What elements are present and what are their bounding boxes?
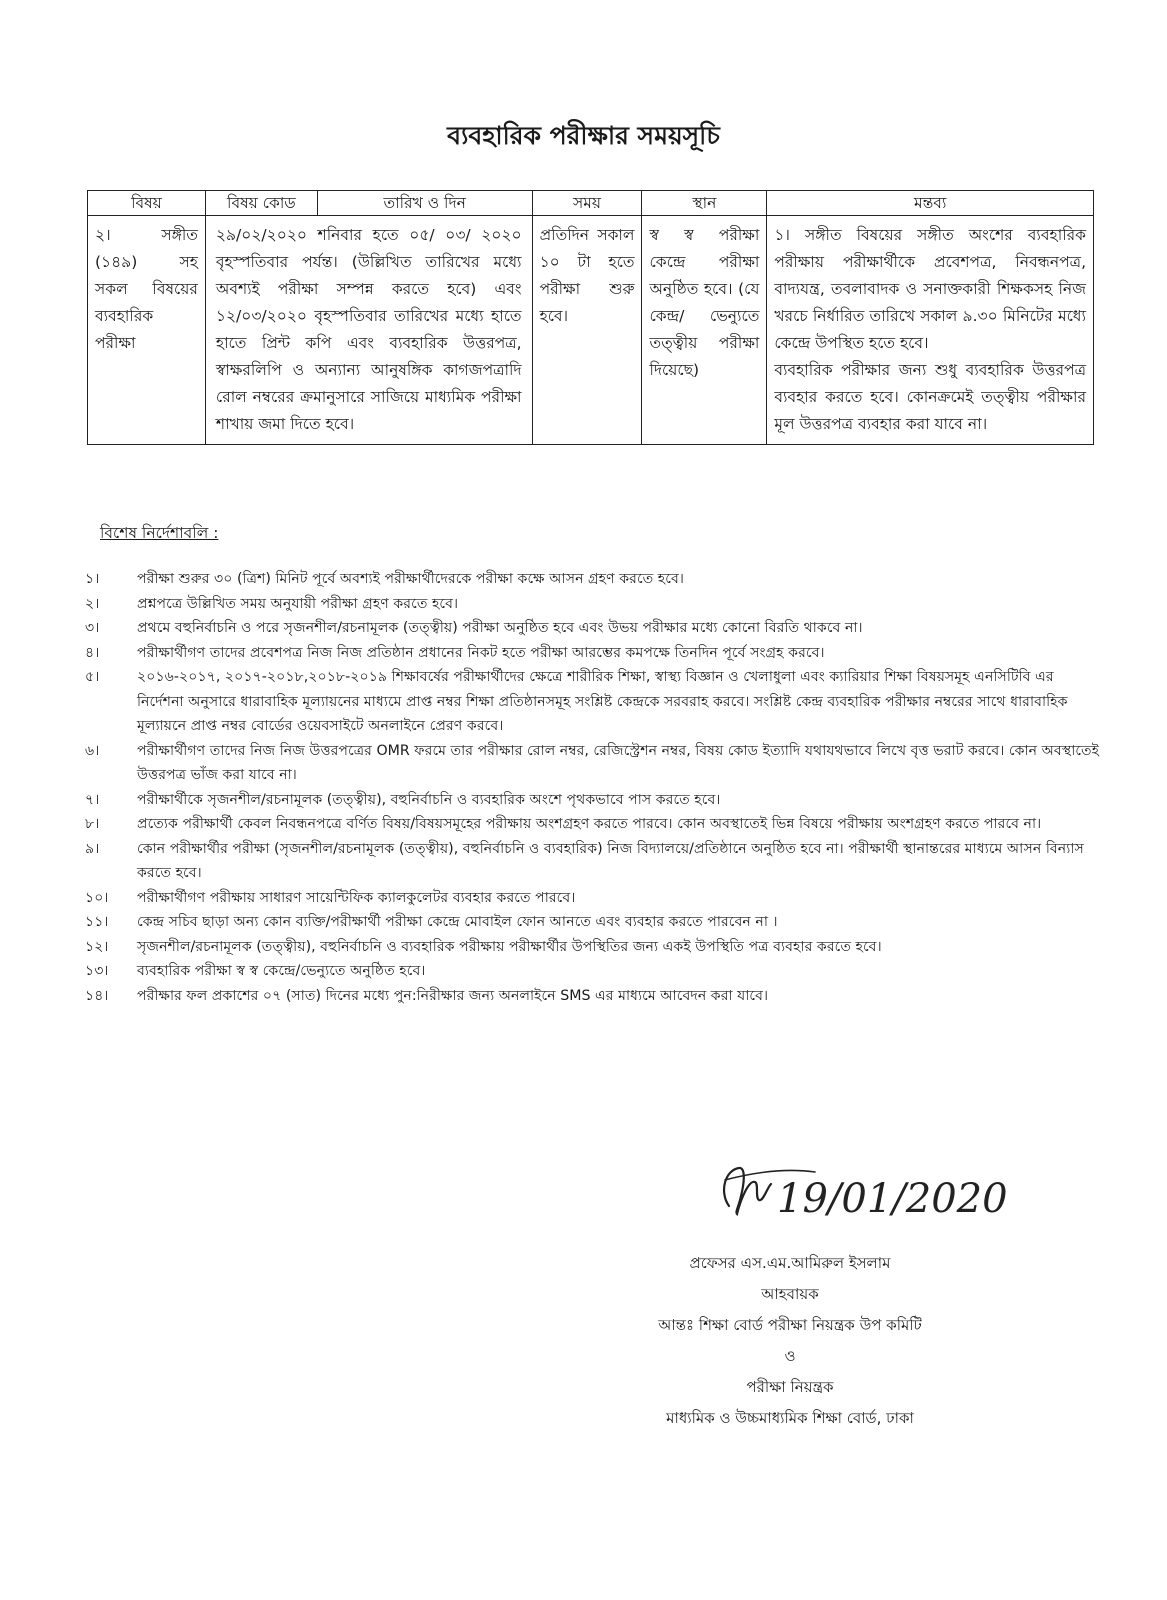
header-remarks: মন্তব্য: [767, 191, 1094, 216]
signatory-designation: পরীক্ষা নিয়ন্ত্রক: [746, 1378, 834, 1396]
list-item-text: প্রশ্নপত্রে উল্লিখিত সময় অনুযায়ী পরীক্ষা গ্রহণ করতে হবে।: [137, 595, 459, 612]
list-item-text: ব্যবহারিক পরীক্ষা স্ব স্ব কেন্দ্রে/ভেন্যুতে অনুষ্ঠিত হবে।: [137, 963, 426, 979]
cell-subject: ২। সঙ্গীত (১৪৯) সহ সকল বিষয়ের ব্যবহারিক পরীক্ষা: [88, 216, 206, 445]
header-date-day: তারিখ ও দিন: [317, 191, 532, 216]
list-item-text: কোন পরীক্ষার্থীর পরীক্ষা (সৃজনশীল/রচনামূলক (তত্ত্বীয়), বহুনির্বাচনি ও ব্যবহারিক) নিজ বিদ্যালয়ে/প্রতিষ্ঠানে অনুষ্ঠিত হবে না। পরীক্ষার্থী স্থানান্তরের মাধ্যমে আসন বিন্যাস করতে হবে।: [137, 840, 1084, 881]
header-subject-code: বিষয় কোড: [205, 191, 317, 216]
header-subject: বিষয়: [88, 191, 206, 216]
table-header-row: [88, 191, 1094, 216]
list-item-text: পরীক্ষার্থীগণ তাদের প্রবেশপত্র নিজ নিজ প্রতিষ্ঠান প্রধানের নিকট হতে পরীক্ষা আরম্ভের কমপক্ষে তিনদিন পূর্বে সংগ্রহ করবে।: [137, 644, 825, 661]
list-item: [85, 592, 1100, 617]
signatory-board: মাধ্যমিক ও উচ্চমাধ্যমিক শিক্ষা বোর্ড, ঢাকা: [666, 1409, 914, 1427]
list-item: [85, 788, 1100, 813]
cell-remarks: [767, 216, 1094, 445]
signature-block: [590, 1248, 990, 1434]
schedule-table: [87, 190, 1094, 445]
signatory-committee: আন্তঃ শিক্ষা বোর্ড পরীক্ষা নিয়ন্ত্রক উপ কমিটি: [658, 1316, 922, 1334]
signatory-role: আহবায়ক: [761, 1285, 819, 1303]
list-item: [85, 886, 1100, 911]
list-item-number: ১১।: [85, 914, 109, 930]
list-item-number: ১।: [85, 571, 100, 587]
list-item-number: ৩।: [85, 620, 100, 636]
list-item-text: পরীক্ষা শুরুর ৩০ (ত্রিশ) মিনিট পূর্বে অবশ্যই পরীক্ষার্থীদেরকে পরীক্ষা কক্ষে আসন গ্রহণ করতে হবে।: [137, 571, 684, 587]
list-item-number: ৬।: [85, 742, 100, 759]
notes-list: [85, 567, 1100, 1008]
handwritten-signature: [715, 1158, 1008, 1223]
list-item-text: কেন্দ্র সচিব ছাড়া অন্য কোন ব্যক্তি/পরীক্ষার্থী পরীক্ষা কেন্দ্রে মোবাইল ফোন আনতে এবং ব্যবহার করতে পারবেন না ।: [137, 914, 778, 930]
list-item-text: সৃজনশীল/রচনামূলক (তত্ত্বীয়), বহুনির্বাচনি ও ব্যবহারিক পরীক্ষায় পরীক্ষার্থীর উপস্থিতির জন্য একই উপস্থিতি পত্র ব্যবহার করতে হবে।: [137, 938, 882, 955]
cell-time: প্রতিদিন সকাল ১০ টা হতে পরীক্ষা শুরু হবে।: [532, 216, 642, 445]
list-item-number: ৫।: [85, 669, 100, 685]
list-item-number: ৯।: [85, 840, 100, 857]
list-item-text: প্রথমে বহুনির্বাচনি ও পরে সৃজনশীল/রচনামূলক (তত্ত্বীয়) পরীক্ষা অনুষ্ঠিত হবে এবং উভয় পরীক্ষার মধ্যে কোনো বিরতি থাকবে না।: [137, 620, 863, 636]
list-item: [85, 641, 1100, 666]
cell-date-day: ২৯/০২/২০২০ শনিবার হতে ০৫/ ০৩/ ২০২০ বৃহস্পতিবার পর্যন্ত। (উল্লিখিত তারিখের মধ্যে অবশ্যই পরীক্ষা সম্পন্ন করতে হবে) এবং ১২/০৩/২০২০ বৃহস্পতিবার তারিখের মধ্যে হাতে হাতে প্রিন্ট কপি এবং ব্যবহারিক উত্তরপত্র, স্বাক্ষরলিপি ও অন্যান্য আনুষঙ্গিক কাগজপত্রাদি রোল নম্বরের ক্রমানুসারে সাজিয়ে মাধ্যমিক পরীক্ষা শাখায় জমা দিতে হবে।: [205, 216, 532, 445]
list-item: [85, 935, 1100, 960]
list-item-number: ৭।: [85, 791, 100, 808]
notes-heading: [100, 521, 218, 547]
header-time: সময়: [532, 191, 642, 216]
list-item: [85, 910, 1100, 935]
list-item-text: ২০১৬-২০১৭, ২০১৭-২০১৮,২০১৮-২০১৯ শিক্ষাবর্ষের পরীক্ষার্থীদের ক্ষেত্রে শারীরিক শিক্ষা, স্বাস্থ্য বিজ্ঞান ও খেলাধুলা এবং ক্যারিয়ার শিক্ষা বিষয়সমূহ এনসিটিবি এর নির্দেশনা অনুসারে ধারাবাহিক মূল্যায়নের মাধ্যমে প্রাপ্ত নম্বর শিক্ষা প্রতিষ্ঠানসমূহ সংশ্লিষ্ট কেন্দ্রকে সরবরাহ করবে। সংশ্লিষ্ট কেন্দ্র ব্যবহারিক পরীক্ষার নম্বরের সাথে ধারাবাহিক মূল্যায়নে প্রাপ্ত নম্বর বোর্ডের ওয়েবসাইটে অনলাইনে প্রেরণ করবে।: [137, 669, 1068, 734]
list-item-number: ১০।: [85, 889, 109, 906]
list-item-number: ৪।: [85, 644, 100, 661]
list-item-number: ২।: [85, 595, 100, 612]
list-item-text: পরীক্ষার ফল প্রকাশের ০৭ (সাত) দিনের মধ্যে পুন:নিরীক্ষার জন্য অনলাইনে SMS এর মাধ্যমে আবেদন করা যাবে।: [137, 987, 769, 1004]
list-item: [85, 739, 1100, 788]
list-item-text: পরীক্ষার্থীকে সৃজনশীল/রচনামূলক (তত্ত্বীয়), বহুনির্বাচনি ও ব্যবহারিক অংশে পৃথকভাবে পাস করতে হবে।: [137, 791, 721, 808]
list-item: [85, 959, 1100, 984]
list-item: [85, 616, 1100, 641]
list-item-text: পরীক্ষার্থীগণ তাদের নিজ নিজ উত্তরপত্রের OMR ফরমে তার পরীক্ষার রোল নম্বর, রেজিস্ট্রেশন নম্বর, বিষয় কোড ইত্যাদি যথাযথভাবে লিখে বৃত্ত ভরাট করবে। কোন অবস্থাতেই উত্তরপত্র ভাঁজ করা যাবে না।: [137, 742, 1100, 783]
cell-place: স্ব স্ব পরীক্ষা কেন্দ্রে পরীক্ষা অনুষ্ঠিত হবে। (যে কেন্দ্র/ ভেন্যুতে তত্ত্বীয় পরীক্ষা দিয়েছে): [642, 216, 767, 445]
list-item-text: প্রত্যেক পরীক্ষার্থী কেবল নিবন্ধনপত্রে বর্ণিত বিষয়/বিষয়সমূহের পরীক্ষায় অংশগ্রহণ করতে পারবে। কোন অবস্থাতেই ভিন্ন বিষয়ে পরীক্ষায় অংশগ্রহণ করতে পারবে না।: [137, 816, 1042, 832]
header-place: স্থান: [642, 191, 767, 216]
list-item: [85, 984, 1100, 1009]
list-item: [85, 665, 1100, 739]
list-item-number: ১৪।: [85, 987, 109, 1004]
list-item: [85, 567, 1100, 592]
list-item-number: ১২।: [85, 938, 109, 955]
list-item: [85, 812, 1100, 837]
signatory-and: ও: [784, 1347, 796, 1365]
remark-item-1: ১। সঙ্গীত বিষয়ের সঙ্গীত অংশের ব্যবহারিক পরীক্ষায় পরীক্ষার্থীকে প্রবেশপত্র, নিবন্ধনপত্র, বাদ্যযন্ত্র, তবলাবাদক ও সনাক্তকারী শিক্ষকসহ নিজ খরচে নির্ধারিত তারিখে সকাল ৯.৩০ মিনিটের মধ্যে কেন্দ্রে উপস্থিত হতে হবে।: [774, 226, 1086, 352]
list-item-text: পরীক্ষার্থীগণ পরীক্ষায় সাধারণ সায়েন্টিফিক ক্যালকুলেটর ব্যবহার করতে পারবে।: [137, 889, 576, 906]
list-item: [85, 837, 1100, 886]
signature-date: 19/01/2020: [777, 1176, 1008, 1222]
list-item-number: ১৩।: [85, 963, 109, 979]
list-item-number: ৮।: [85, 816, 100, 832]
signatory-name: প্রফেসর এস.এম.আমিরুল ইসলাম: [689, 1254, 891, 1272]
notes-heading-text: বিশেষ নির্দেশাবলি :: [100, 524, 219, 542]
remark-item-2: ব্যবহারিক পরীক্ষার জন্য শুধু ব্যবহারিক উত্তরপত্র ব্যবহার করতে হবে। কোনক্রমেই তত্ত্বীয় পরীক্ষার মূল উত্তরপত্র ব্যবহার করা যাবে না।: [774, 361, 1086, 433]
table-row: [88, 216, 1094, 445]
page-title: ব্যবহারিক পরীক্ষার সময়সূচি: [447, 121, 720, 150]
